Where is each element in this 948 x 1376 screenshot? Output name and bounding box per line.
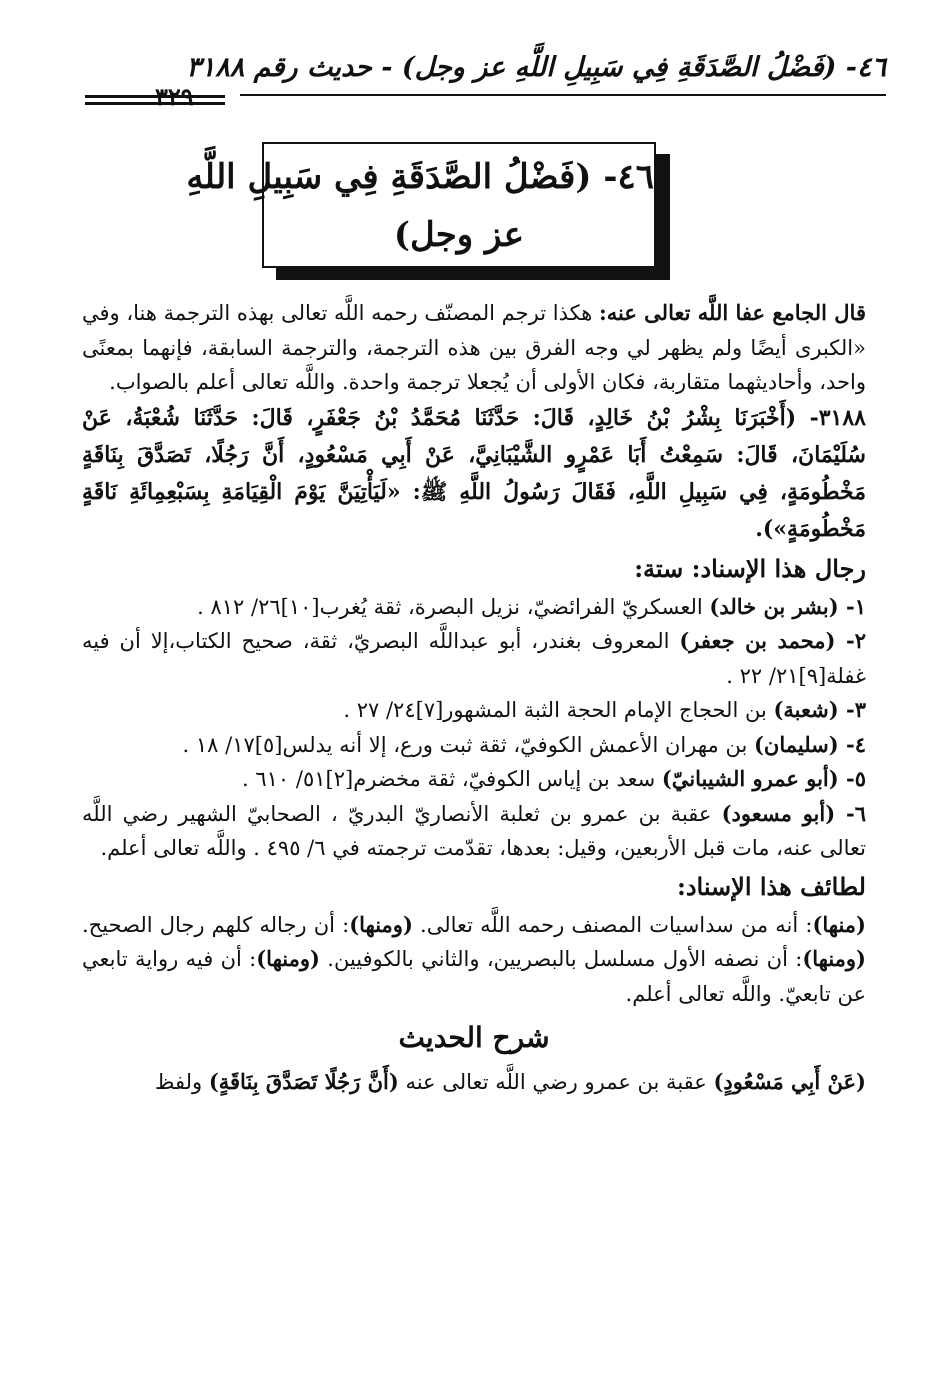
narrator-text: العسكريّ الفرائضيّ، نزيل البصرة، ثقة يُغرب[١٠]٢٦/ ٨١٢ . <box>197 594 710 619</box>
narrator-name: ٤- (سليمان) <box>753 731 866 757</box>
sharh-text: ولفظ <box>155 1070 209 1094</box>
sharh-heading: شرح الحديث <box>398 1021 550 1054</box>
narrator-text: بن الحجاج الإمام الحجة الثبة المشهور[٧]٢٤/ ٢٧ . <box>343 698 774 722</box>
narrator-name: ٣- (شعبة) <box>773 697 866 722</box>
narrator-name: ٦- (أبو مسعود) <box>721 800 866 826</box>
lataif-paragraph <box>82 908 866 1012</box>
narrator-text: عقبة بن عمرو بن ثعلبة الأنصاريّ البدريّ ، الصحابيّ الشهير رضي اللَّه تعالى عنه، مات قبل الأربعين، وقيل: بعدها، تقدّمت ترجمته في ٦/ ٤٩٥ . واللَّه تعالى أعلم. <box>82 801 866 860</box>
intro-paragraph <box>82 296 866 400</box>
sharh-quote: (عَنْ أَبِي مَسْعُودٍ) <box>713 1069 866 1094</box>
narrator-item <box>82 624 866 693</box>
narrator-text: المعروف بغندر، أبو عبداللَّه البصريّ، ثقة، صحيح الكتاب،إلا أن فيه غفلة[٩]٢١/ ٢٢ . <box>82 629 866 688</box>
lataif-heading: لطائف هذا الإسناد: <box>676 871 866 901</box>
chapter-title-box <box>186 142 656 268</box>
lataif-text: : أن نصفه الأول مسلسل بالبصريين، والثاني بالكوفيين. <box>319 947 803 971</box>
hadith-text: ٣١٨٨- (أَخْبَرَنَا بِشْرُ بْنُ خَالِدٍ، قَالَ: حَدَّثَنَا مُحَمَّدُ بْنُ جَعْفَرٍ، قَالَ: حَدَّثَنَا شُعْبَةُ، عَنْ سُلَيْمَانَ، قَالَ: سَمِعْتُ أَبَا عَمْرٍو الشَّيْبَانِيَّ، عَنْ أَبِي مَسْعُودٍ، أَنَّ رَجُلًا، تَصَدَّقَ بِنَاقَةٍ مَخْطُومَةٍ، فِي سَبِيلِ اللَّهِ، فَقَالَ رَسُولُ اللَّهِ ﷺ: «لَيَأْتِيَنَّ يَوْمَ الْقِيَامَةِ بِسَبْعِمِائَةِ نَاقَةٍ مَخْطُومَةٍ»). <box>82 404 866 542</box>
page-number-rule <box>85 95 225 109</box>
lataif-marker: (منها) <box>812 911 866 937</box>
lataif-text: : أنه من سداسيات المصنف رحمه اللَّه تعالى. <box>412 912 813 937</box>
narrators-heading: رجال هذا الإسناد: ستة: <box>634 553 866 583</box>
running-header: ٤٦- (فَضْلُ الصَّدَقَةِ فِي سَبِيلِ اللَّهِ عز وجل) - حديث رقم ٣١٨٨ <box>186 52 886 83</box>
lataif-text: : أن رجاله كلهم رجال الصحيح. <box>82 912 350 937</box>
narrator-item <box>82 797 866 866</box>
intro-lead: قال الجامع عفا اللَّه تعالى عنه: <box>598 300 866 325</box>
narrator-name: ٢- (محمد بن جعفر) <box>679 628 866 653</box>
narrator-text: سعد بن إياس الكوفيّ، ثقة مخضرم[٢]٥١/ ٦١٠ . <box>241 767 662 791</box>
sharh-text: عقبة بن عمرو رضي اللَّه تعالى عنه <box>398 1070 714 1094</box>
narrator-item <box>82 762 866 797</box>
narrator-item <box>82 728 866 763</box>
lataif-marker: (ومنها) <box>256 946 320 971</box>
lataif-marker: (ومنها) <box>802 946 866 971</box>
sharh-paragraph <box>82 1065 866 1100</box>
narrator-name: ٥- (أبو عمرو الشيبانيّ) <box>661 766 866 791</box>
body-text <box>82 296 866 1100</box>
sharh-quote: (أَنَّ رَجُلًا تَصَدَّقَ بِنَاقَةٍ) <box>208 1069 399 1094</box>
lataif-marker: (ومنها) <box>349 911 413 937</box>
chapter-title-line-2: عز وجل) <box>393 215 525 255</box>
chapter-title-line-1: ٤٦- (فَضْلُ الصَّدَقَةِ فِي سَبِيلِ اللَّهِ <box>186 157 654 197</box>
narrator-text: بن مهران الأعمش الكوفيّ، ثقة ثبت ورع، إلا أنه يدلس[٥]١٧/ ١٨ . <box>182 732 754 757</box>
header-rule <box>240 94 886 96</box>
intro-text: هكذا ترجم المصنّف رحمه اللَّه تعالى بهذه الترجمة هنا، وفي «الكبرى أيضًا ولم يظهر لي وجه الفرق بين هذه الترجمة، والترجمة السابقة، فإنهما بمعنًى واحد، وأحاديثهما متقاربة، فكان الأولى أن يُجعلا ترجمة واحدة. واللَّه تعالى أعلم بالصواب. <box>82 301 866 394</box>
narrator-item <box>82 590 866 625</box>
page-number: ٣٢٩ <box>155 82 194 111</box>
narrator-item <box>82 693 866 728</box>
narrator-name: ١- (بشر بن خالد) <box>709 593 866 619</box>
lataif-text: : أن فيه رواية تابعي عن تابعيّ. واللَّه تعالى أعلم. <box>82 947 866 1006</box>
